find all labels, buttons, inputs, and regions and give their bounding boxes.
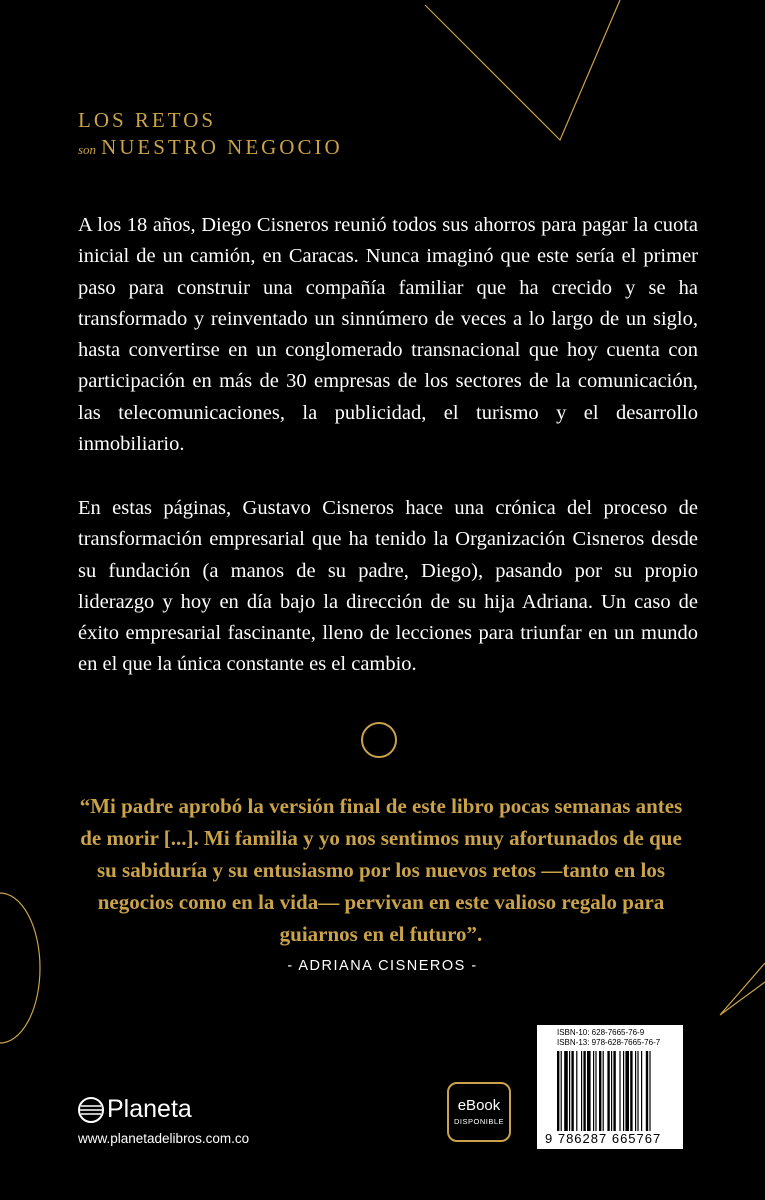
ebook-badge bbox=[447, 1082, 511, 1142]
barcode-bar bbox=[637, 1051, 638, 1131]
synopsis-paragraph-1: A los 18 años, Diego Cisneros reunió todos sus ahorros para pagar la cuota inicial de un camión, en Caracas. Nunca imaginó que este sería el primer paso para construir una compañía familiar que ha crecido y se ha transformado y reinventado un sinnúmero de veces a lo largo de un siglo, hasta convertirse en un conglomerado transnacional que hoy cuenta con participación en más de 30 empresas de los sectores de la comunicación, las telecomunicaciones, la publicidad, el turismo y el desarrollo inmobiliario. bbox=[78, 214, 698, 456]
barcode-bar bbox=[599, 1051, 601, 1131]
top-triangle-lines bbox=[425, 0, 620, 140]
barcode-bar bbox=[646, 1051, 648, 1131]
barcode-bar bbox=[649, 1051, 650, 1131]
publisher-logo bbox=[78, 1095, 192, 1124]
barcode-number: 9 786287 665767 bbox=[545, 1131, 662, 1146]
barcode-bar bbox=[587, 1051, 591, 1131]
barcode-bar bbox=[630, 1051, 632, 1131]
divider-circle-icon bbox=[361, 722, 397, 758]
barcode-bar bbox=[576, 1051, 577, 1131]
barcode-bar bbox=[635, 1051, 636, 1131]
publisher-name: Planeta bbox=[107, 1095, 192, 1123]
barcode-bar bbox=[569, 1051, 570, 1131]
barcode-bar bbox=[607, 1051, 609, 1131]
series-title-line2 bbox=[78, 135, 343, 160]
series-title bbox=[78, 108, 343, 160]
globe-icon bbox=[78, 1097, 104, 1123]
barcode-bar bbox=[593, 1051, 594, 1131]
barcode-bar bbox=[557, 1051, 559, 1131]
barcode-bars bbox=[557, 1051, 677, 1131]
barcode-bar bbox=[595, 1051, 596, 1131]
quote-text: “Mi padre aprobó la versión final de este libro pocas semanas antes de morir [...]. Mi familia y yo nos sentimos muy afortunados de que su sabiduría y su entusiasmo por los nuevos retos —tanto en los negocios como en la vida— pervivan en este valioso regalo para guiarnos en el futuro”. bbox=[79, 794, 683, 946]
barcode-bar bbox=[571, 1051, 573, 1131]
barcode-bar bbox=[611, 1051, 612, 1131]
isbn-10: ISBN-10: 628-7665-76-9 bbox=[557, 1028, 645, 1037]
barcode-bar bbox=[603, 1051, 604, 1131]
barcode-bar bbox=[613, 1051, 615, 1131]
series-title-son: son bbox=[78, 142, 97, 157]
barcode-bar bbox=[625, 1051, 629, 1131]
isbn-13: ISBN-13: 978-628-7665-76-7 bbox=[557, 1038, 661, 1047]
barcode-bar bbox=[619, 1051, 620, 1131]
ebook-badge-line1: eBook bbox=[457, 1097, 501, 1114]
barcode-block bbox=[537, 1025, 683, 1149]
barcode-bar bbox=[623, 1051, 624, 1131]
series-title-line2-text: NUESTRO NEGOCIO bbox=[101, 135, 343, 159]
barcode-bar bbox=[641, 1051, 642, 1131]
barcode-bar bbox=[581, 1051, 582, 1131]
quote-author: - ADRIANA CISNEROS - bbox=[287, 958, 478, 974]
publisher-website: www.planetadelibros.com.co bbox=[78, 1131, 250, 1146]
barcode-bar bbox=[564, 1051, 568, 1131]
synopsis-paragraph-2: En estas páginas, Gustavo Cisneros hace una crónica del proceso de transformación empresarial que ha tenido la Organización Cisneros desde su fundación (a manos de su padre, Diego), pasando por su propio liderazgo y hoy en día bajo la dirección de su hija Adriana. Un caso de éxito empresarial fascinante, lleno de lecciones para triunfar en un mundo en el que la única constante es el cambio. bbox=[78, 497, 698, 676]
barcode-bar bbox=[583, 1051, 585, 1131]
ebook-badge-line2: DISPONIBLE bbox=[453, 1117, 504, 1126]
series-title-line1: LOS RETOS bbox=[78, 108, 217, 132]
barcode-bar bbox=[561, 1051, 562, 1131]
